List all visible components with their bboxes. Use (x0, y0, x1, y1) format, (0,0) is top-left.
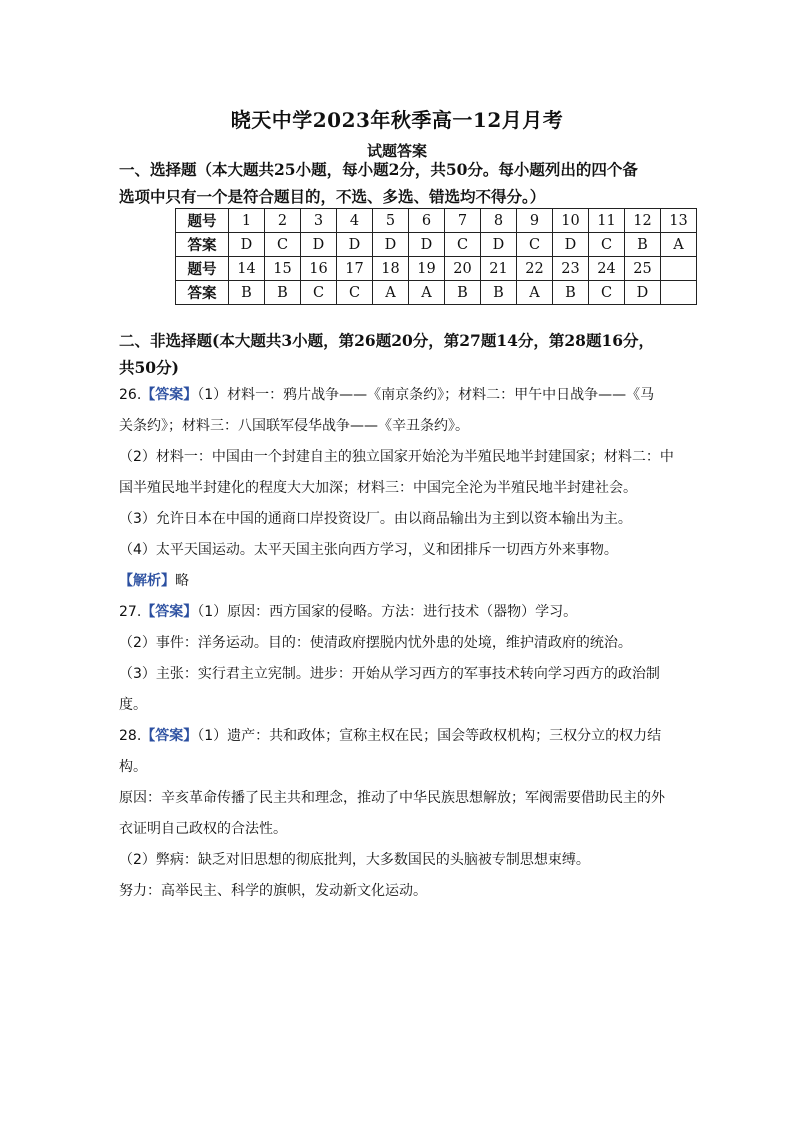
table-cell: D (553, 233, 589, 257)
q26-part1-text: （1）材料一：鸦片战争——《南京条约》；材料二：甲午中日战争——《马 (197, 387, 655, 403)
q28-part1-text: （1）遗产：共和政体；宣称主权在民；国会等政权机构；三权分立的权力结 (197, 728, 662, 744)
table-cell: 8 (481, 209, 517, 233)
table-cell: C (589, 281, 625, 305)
table-cell: 17 (337, 257, 373, 281)
q27-part1-text: （1）原因：西方国家的侵略。方法：进行技术（器物）学习。 (197, 604, 578, 620)
q28-line-6: 努力：高举民主、科学的旗帜，发动新文化运动。 (119, 883, 427, 899)
q28-line-1 (119, 721, 679, 752)
section-choice-heading (119, 156, 699, 210)
table-cell: 13 (661, 209, 697, 233)
table-cell: D (625, 281, 661, 305)
table-cell: 20 (445, 257, 481, 281)
q27-line-1 (119, 597, 679, 628)
answer-key-table (175, 208, 697, 305)
q26-line-4: 国半殖民地半封建化的程度大大加深；材料三：中国完全沦为半殖民地半封建社会。 (119, 480, 637, 496)
answers-body (119, 380, 679, 907)
q28-line-5: （2）弊病：缺乏对旧思想的彻底批判，大多数国民的头脑被专制思想束缚。 (119, 852, 590, 868)
analysis-text: 略 (175, 573, 189, 589)
section-nonchoice-line-2: 共50分) (119, 358, 179, 377)
table-cell: 10 (553, 209, 589, 233)
q28-line-4: 衣证明自己政权的合法性。 (119, 821, 287, 837)
table-cell: A (661, 233, 697, 257)
question-number: 27. (119, 604, 142, 620)
table-cell: 21 (481, 257, 517, 281)
section-choice-line-1: 一、选择题（本大题共25小题，每小题2分，共50分。每小题列出的四个备 (119, 160, 638, 179)
row-label-number: 题号 (176, 257, 229, 281)
table-cell: A (517, 281, 553, 305)
table-cell: C (445, 233, 481, 257)
table-cell: A (409, 281, 445, 305)
q28-line-3: 原因：辛亥革命传播了民主共和理念，推动了中华民族思想解放；军阀需要借助民主的外 (119, 790, 665, 806)
table-cell: 18 (373, 257, 409, 281)
table-cell: 3 (301, 209, 337, 233)
table-row-numbers-2 (176, 257, 697, 281)
q26-line-6: （4）太平天国运动。太平天国主张向西方学习，义和团排斥一切西方外来事物。 (119, 542, 618, 558)
q27-line-4: 度。 (119, 697, 147, 713)
table-cell: C (265, 233, 301, 257)
q26-line-1 (119, 380, 679, 411)
table-cell: A (373, 281, 409, 305)
row-label-number: 题号 (176, 209, 229, 233)
table-cell: C (517, 233, 553, 257)
row-label-answer: 答案 (176, 233, 229, 257)
table-cell: 19 (409, 257, 445, 281)
table-cell: 9 (517, 209, 553, 233)
page-title: 晓天中学2023年秋季高一12月月考 (230, 108, 564, 132)
question-number: 28. (119, 728, 142, 744)
table-cell: 7 (445, 209, 481, 233)
q26-line-2: 关条约》；材料三：八国联军侵华战争——《辛丑条约》。 (119, 418, 469, 434)
section-choice-line-2: 选项中只有一个是符合题目的，不选、多选、错选均不得分。） (119, 187, 546, 206)
table-cell: 14 (229, 257, 265, 281)
table-cell: 4 (337, 209, 373, 233)
table-cell: 12 (625, 209, 661, 233)
table-cell: 1 (229, 209, 265, 233)
table-cell: D (301, 233, 337, 257)
table-cell: D (229, 233, 265, 257)
answer-tag: 【答案】 (141, 604, 198, 620)
table-cell: B (445, 281, 481, 305)
table-cell: D (373, 233, 409, 257)
answer-tag: 【答案】 (141, 728, 198, 744)
table-row-numbers-1 (176, 209, 697, 233)
table-cell: D (409, 233, 445, 257)
table-cell: 22 (517, 257, 553, 281)
answer-tag: 【答案】 (141, 387, 198, 403)
table-cell: C (301, 281, 337, 305)
section-nonchoice-heading (119, 327, 699, 381)
table-cell (661, 281, 697, 305)
q26-line-3: （2）材料一：中国由一个封建自主的独立国家开始沦为半殖民地半封建国家；材料二：中 (119, 449, 674, 465)
q27-line-3: （3）主张：实行君主立宪制。进步：开始从学习西方的军事技术转向学习西方的政治制 (119, 666, 660, 682)
table-cell: 15 (265, 257, 301, 281)
table-cell: B (625, 233, 661, 257)
table-cell: 25 (625, 257, 661, 281)
q26-line-5: （3）允许日本在中国的通商口岸投资设厂。由以商品输出为主到以资本输出为主。 (119, 511, 632, 527)
q28-line-2: 构。 (119, 759, 147, 775)
table-cell: D (337, 233, 373, 257)
table-cell: B (229, 281, 265, 305)
table-cell: 23 (553, 257, 589, 281)
section-nonchoice-line-1: 二、非选择题(本大题共3小题，第26题20分，第27题14分，第28题16分， (119, 331, 655, 350)
table-cell: 24 (589, 257, 625, 281)
row-label-answer: 答案 (176, 281, 229, 305)
table-cell: 11 (589, 209, 625, 233)
question-number: 26. (119, 387, 142, 403)
table-row-answers-1 (176, 233, 697, 257)
table-cell: B (481, 281, 517, 305)
table-cell: 5 (373, 209, 409, 233)
q27-line-2: （2）事件：洋务运动。目的：使清政府摆脱内忧外患的处境，维护清政府的统治。 (119, 635, 632, 651)
table-cell: B (265, 281, 301, 305)
page-subtitle: 试题答案 (366, 142, 427, 160)
table-cell: C (589, 233, 625, 257)
table-cell: 16 (301, 257, 337, 281)
table-cell: C (337, 281, 373, 305)
table-cell (661, 257, 697, 281)
table-cell: B (553, 281, 589, 305)
table-cell: 6 (409, 209, 445, 233)
q26-analysis (119, 566, 679, 597)
analysis-tag: 【解析】 (119, 573, 175, 589)
table-row-answers-2 (176, 281, 697, 305)
table-cell: 2 (265, 209, 301, 233)
table-cell: D (481, 233, 517, 257)
